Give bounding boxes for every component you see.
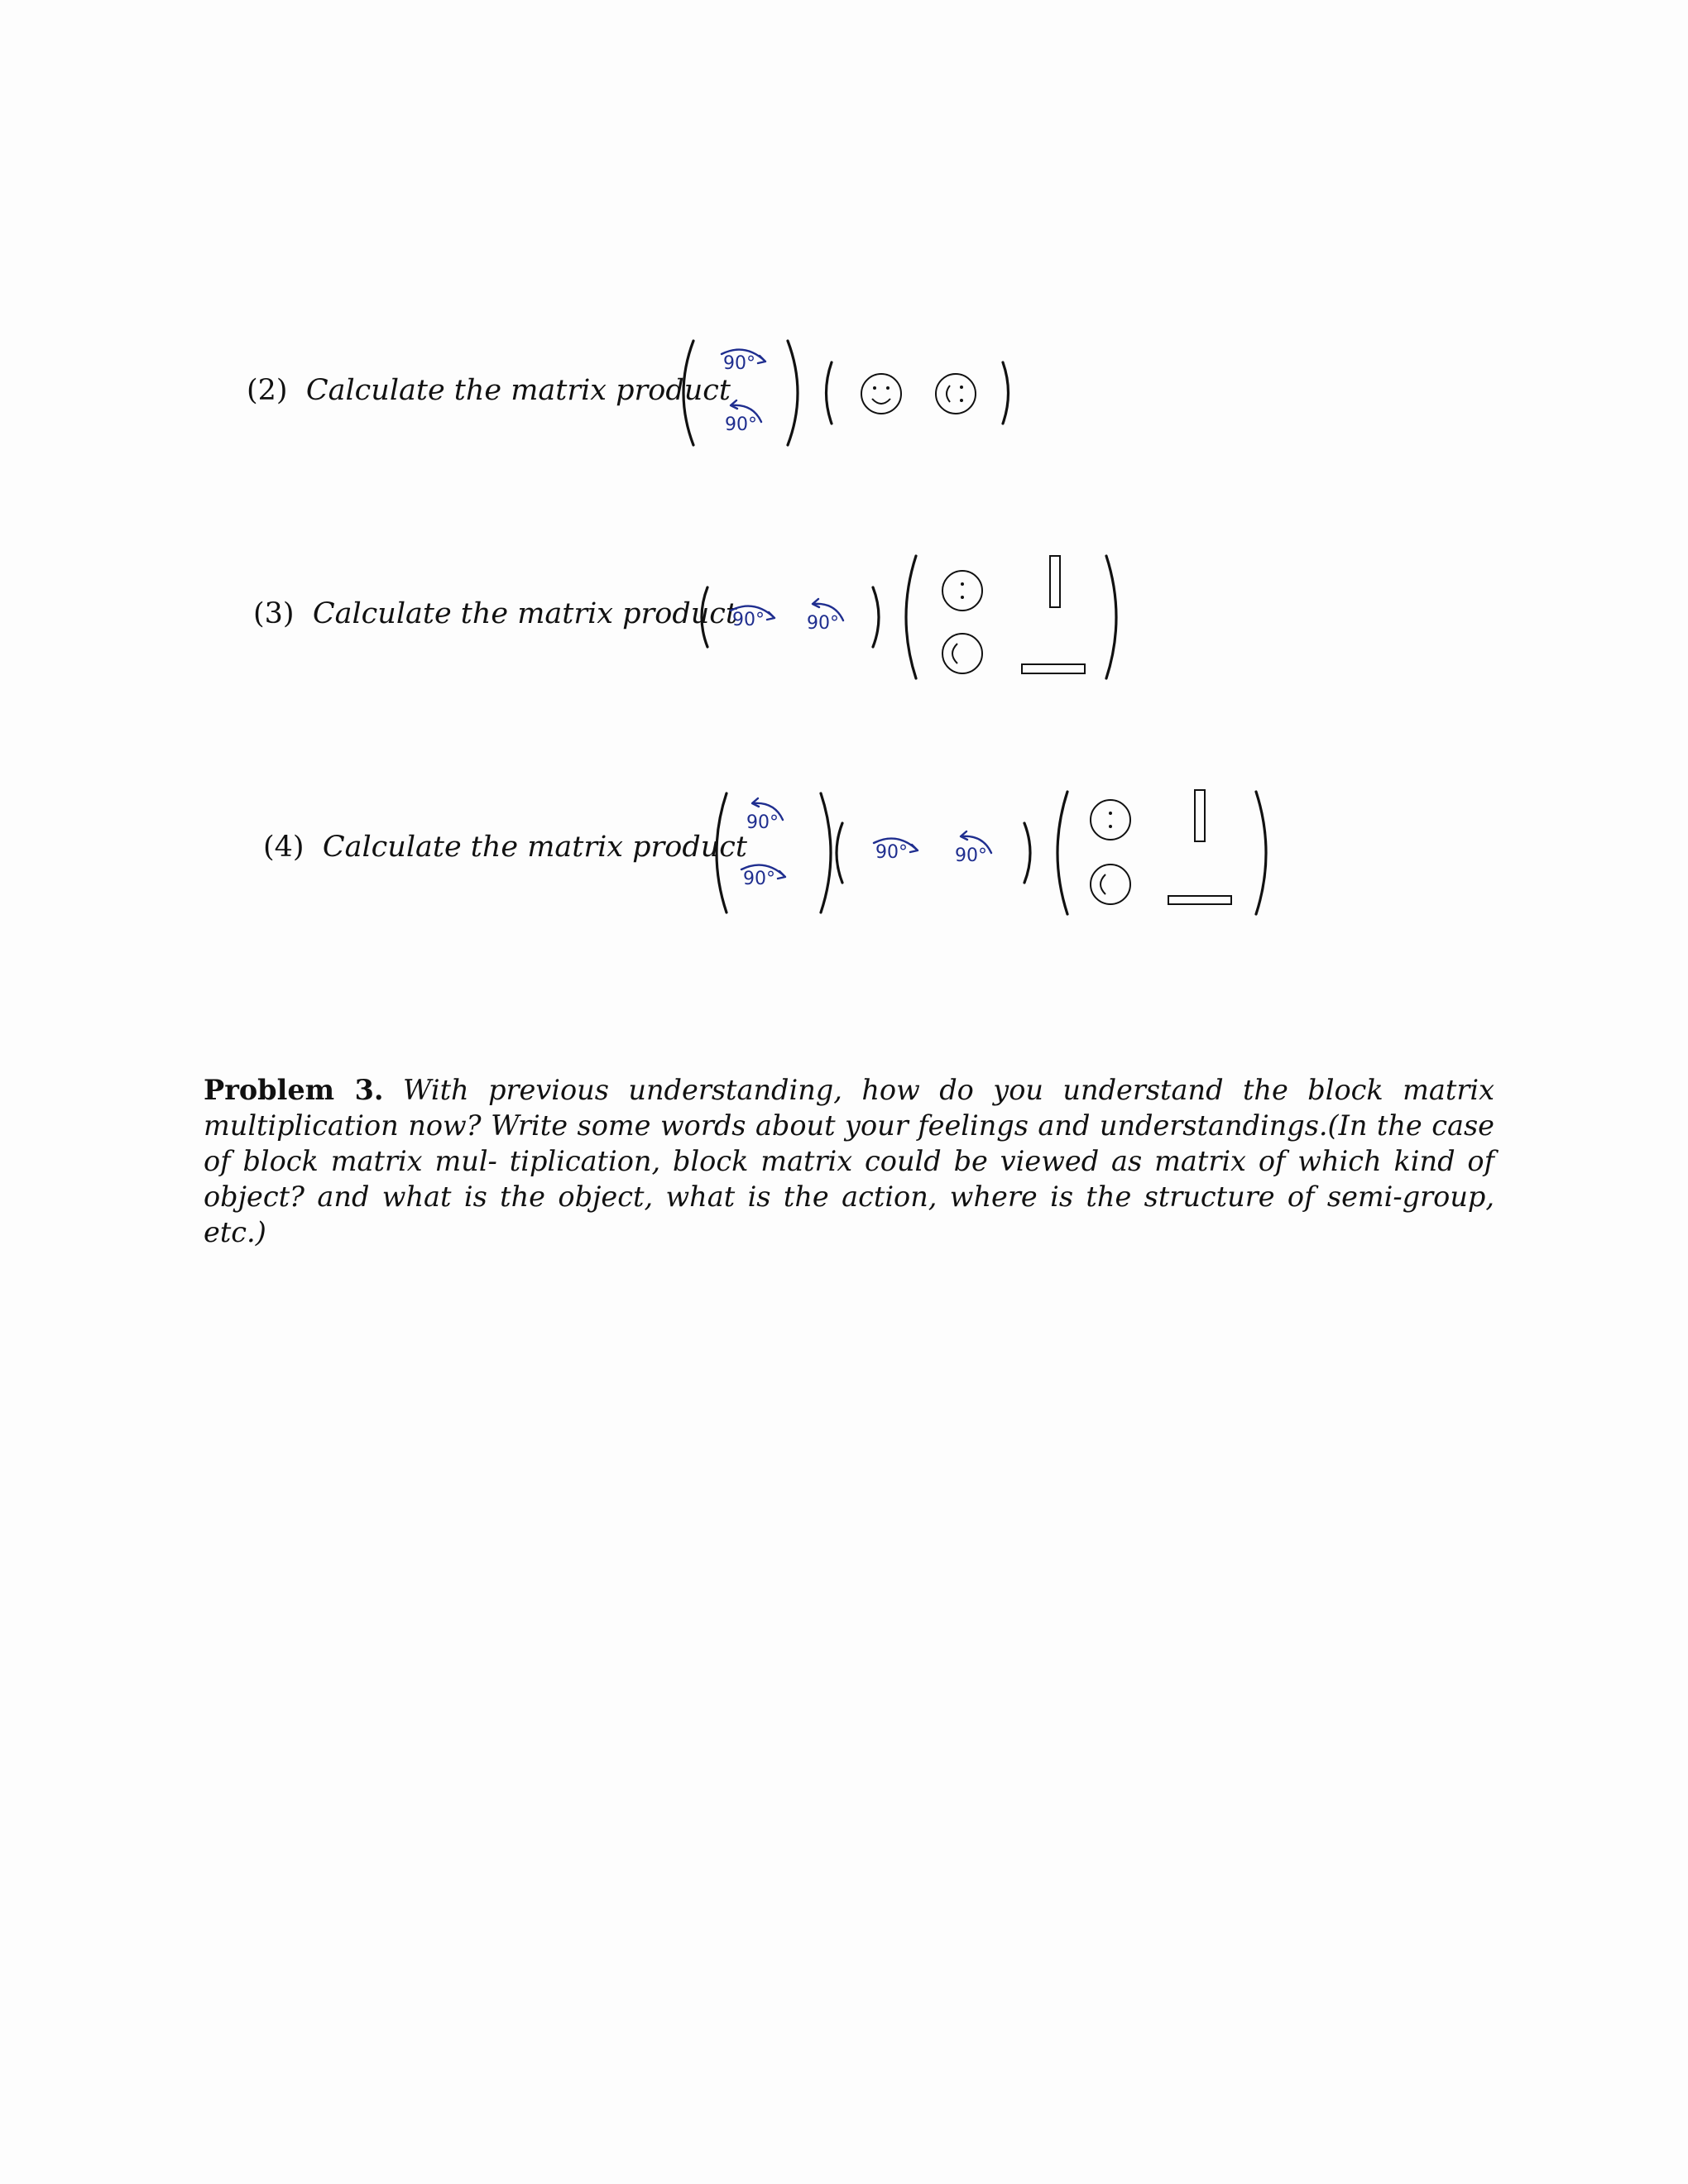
rotate-ccw-90-icon bbox=[807, 599, 843, 634]
item-2-text: Calculate the matrix product bbox=[305, 374, 731, 407]
svg-text:90°: 90° bbox=[875, 842, 908, 863]
rotate-ccw-90-icon bbox=[746, 798, 783, 833]
item-2-label bbox=[247, 374, 731, 407]
svg-text:90°: 90° bbox=[746, 812, 779, 833]
smiley-face-icon bbox=[861, 374, 901, 414]
svg-text:90°: 90° bbox=[743, 869, 775, 889]
item-4-text: Calculate the matrix product bbox=[322, 831, 747, 864]
face-icon bbox=[1091, 800, 1130, 840]
problem-3-heading: Problem 3. bbox=[204, 1074, 384, 1106]
item-2-matrix-expression bbox=[670, 331, 1018, 455]
horizontal-bar-icon bbox=[1022, 664, 1085, 673]
rotate-cw-90-icon bbox=[874, 839, 918, 863]
svg-text:90°: 90° bbox=[732, 610, 765, 630]
problem-3-line-1: With previous understanding, how do you understand the block matrix multiplication bbox=[204, 1074, 1494, 1142]
item-4-number: (4) bbox=[263, 831, 305, 864]
vertical-bar-icon bbox=[1195, 790, 1205, 841]
rotated-face-icon bbox=[936, 374, 976, 414]
crescent-face-icon bbox=[1091, 864, 1130, 904]
svg-text:90°: 90° bbox=[723, 353, 755, 374]
rotate-cw-90-icon bbox=[741, 865, 785, 889]
face-icon bbox=[942, 571, 982, 611]
horizontal-bar-icon bbox=[1168, 896, 1231, 904]
rotate-ccw-90-icon bbox=[725, 400, 761, 435]
problem-3-line-3: tiplication, block matrix could be viewed as matrix of which kind of object? and what is the object, bbox=[204, 1145, 1495, 1213]
problem-3-line-2: now? Write some words about your feelings and understandings.(In the case of block matrix mul- bbox=[204, 1109, 1494, 1177]
item-3-matrix-expression bbox=[691, 546, 1129, 687]
problem-3 bbox=[204, 1072, 1494, 1250]
svg-text:90°: 90° bbox=[955, 845, 987, 866]
svg-text:90°: 90° bbox=[807, 613, 839, 634]
item-3-text: Calculate the matrix product bbox=[312, 597, 737, 630]
svg-text:90°: 90° bbox=[725, 414, 757, 435]
crescent-face-icon bbox=[942, 634, 982, 673]
rotate-cw-90-icon bbox=[722, 350, 765, 374]
vertical-bar-icon bbox=[1050, 556, 1060, 607]
item-4-label bbox=[263, 831, 747, 864]
problem-3-line-4: what is the action, where is the structure of semi-group, etc.) bbox=[204, 1181, 1494, 1248]
item-3-label bbox=[253, 597, 737, 630]
item-3-number: (3) bbox=[253, 597, 295, 630]
item-2-number: (2) bbox=[247, 374, 288, 407]
rotate-ccw-90-icon bbox=[955, 831, 991, 866]
item-4-matrix-expression bbox=[703, 782, 1283, 922]
rotate-cw-90-icon bbox=[731, 606, 774, 630]
